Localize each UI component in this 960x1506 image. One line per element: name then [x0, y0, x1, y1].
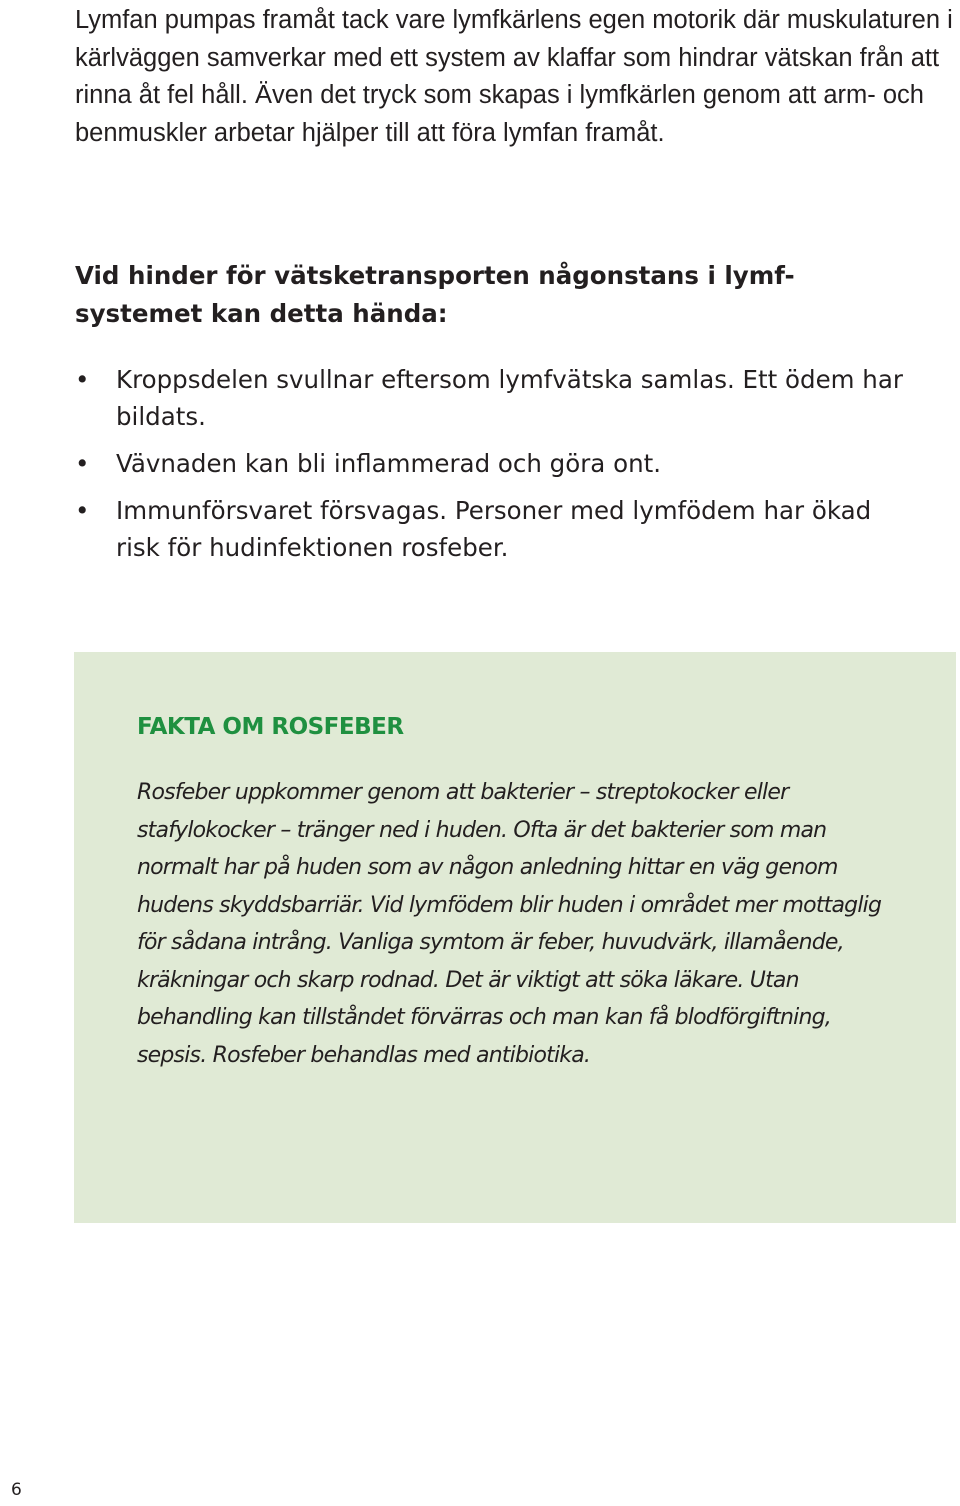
page-number: 6: [11, 1480, 22, 1500]
bullet-icon: •: [75, 449, 90, 478]
list-item-text: Vävnaden kan bli inflammerad och göra ont.: [116, 449, 662, 478]
bullet-icon: •: [75, 365, 90, 394]
intro-paragraph: Lymfan pumpas framåt tack vare lymfkärlens egen motorik där muskulaturen i kärlväggen samverkar med ett system av klaffar som hindrar vätskan från att rinna åt fel håll. Även det tryck som skapas i lymfkärlen genom att arm- och benmuskler arbetar hjälper till att föra lymfan framåt.: [75, 6, 953, 147]
fact-box-title: FAKTA OM ROSFEBER: [137, 714, 404, 740]
bullet-list: [75, 361, 915, 576]
fact-box: [74, 652, 956, 1223]
list-item-text: Kroppsdelen svullnar eftersom lymfvätska samlas. Ett ödem har bildats.: [116, 365, 903, 431]
list-item: [75, 492, 915, 566]
list-item: [75, 361, 915, 435]
fact-box-body: Rosfeber uppkommer genom att bakterier – streptokocker eller stafylokocker – tränger ned i huden. Ofta är det bakterier som man normalt har på huden som av någon anledning hittar en väg genom hudens skyddsbarriär. Vid lymfödem blir huden i området mer mottaglig för sådana intrång. Vanliga symtom är feber, huvudvärk, illamående, kräkningar och skarp rodnad. Det är viktigt att söka läkare. Utan behandling kan tillståndet förvärras och man kan få blodförgiftning, sepsis. Rosfeber behandlas med antibiotika.: [137, 780, 882, 1068]
list-item-text: Immunförsvaret försvagas. Personer med lymfödem har ökad risk för hudinfektionen rosfeber.: [116, 496, 872, 562]
section-heading: Vid hinder för vätsketransporten någonstans i lymf-systemet kan detta hända:: [75, 261, 795, 328]
bullet-icon: •: [75, 496, 90, 525]
list-item: [75, 445, 915, 482]
